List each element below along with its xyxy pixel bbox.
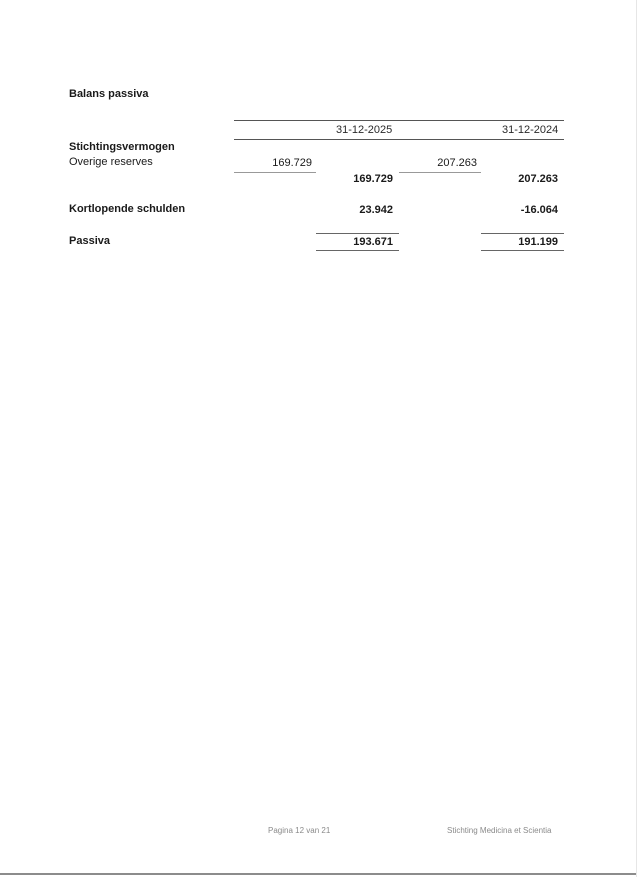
footer-organization: Stichting Medicina et Scientia bbox=[447, 826, 552, 835]
header-rule-bottom bbox=[234, 139, 564, 140]
total-rule-bottom-2024 bbox=[481, 250, 564, 251]
overige-reserves-2024: 207.263 bbox=[437, 157, 477, 169]
kortlopende-schulden-2024: -16.064 bbox=[520, 204, 558, 216]
stichtingsvermogen-total-2024: 207.263 bbox=[518, 173, 558, 185]
footer-page-number: Pagina 12 van 21 bbox=[268, 826, 331, 835]
total-rule-bottom-2025 bbox=[316, 250, 399, 251]
column-header-2025: 31-12-2025 bbox=[336, 124, 393, 136]
subtotal-rule-2025 bbox=[234, 172, 316, 173]
column-header-2024: 31-12-2024 bbox=[502, 124, 559, 136]
passiva-label: Passiva bbox=[69, 235, 110, 247]
passiva-total-2024: 191.199 bbox=[518, 236, 558, 248]
kortlopende-schulden-label: Kortlopende schulden bbox=[69, 203, 186, 215]
kortlopende-schulden-2025: 23.942 bbox=[359, 204, 393, 216]
stichtingsvermogen-total-2025: 169.729 bbox=[353, 173, 393, 185]
passiva-total-2025: 193.671 bbox=[353, 236, 393, 248]
scan-edge-bottom bbox=[0, 873, 637, 875]
page-title: Balans passiva bbox=[69, 88, 149, 100]
total-rule-top-2024 bbox=[481, 233, 564, 234]
overige-reserves-label: Overige reserves bbox=[69, 156, 153, 168]
header-rule-top bbox=[234, 120, 564, 121]
total-rule-top-2025 bbox=[316, 233, 399, 234]
section-stichtingsvermogen: Stichtingsvermogen bbox=[69, 141, 175, 153]
overige-reserves-2025: 169.729 bbox=[272, 157, 312, 169]
subtotal-rule-2024 bbox=[399, 172, 481, 173]
